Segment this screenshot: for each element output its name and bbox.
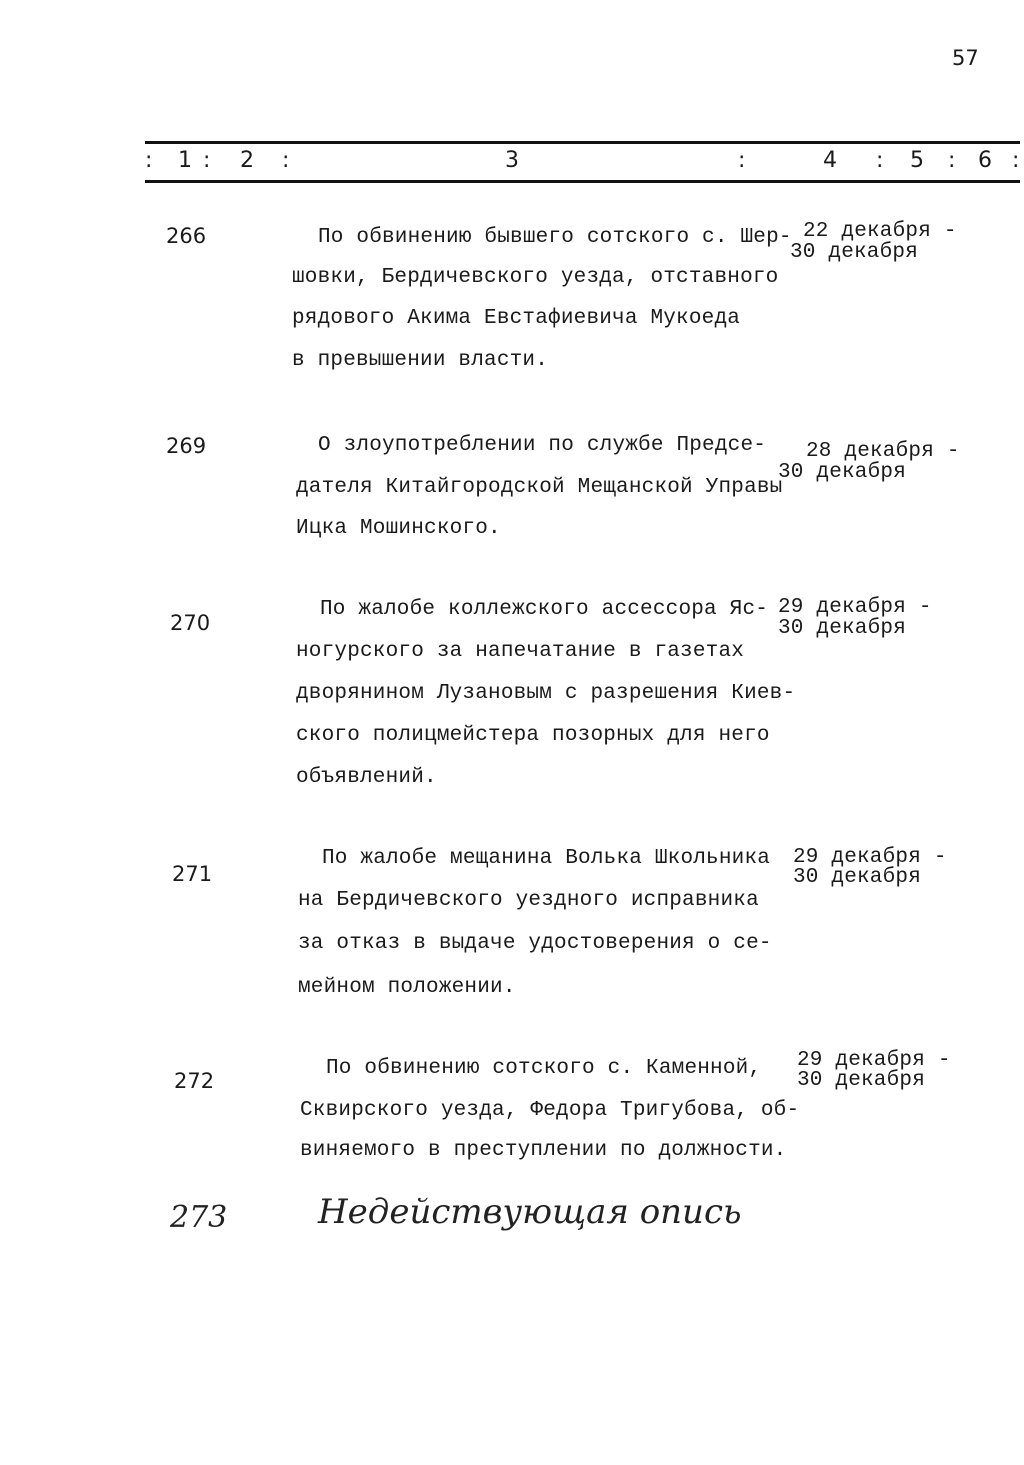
handwritten-entry-text: Недействующая опись — [318, 1192, 742, 1232]
entry-number: 266 — [166, 224, 207, 248]
entry-text-line: По обвинению сотского с. Каменной, — [326, 1057, 762, 1080]
entry-text-line: О злоупотреблении по службе Предсе- — [318, 434, 767, 457]
date-from: 28 декабря - — [806, 440, 960, 463]
header-top-rule — [145, 141, 1020, 144]
header-bottom-rule — [145, 180, 1020, 183]
column-separator: : — [282, 148, 290, 173]
column-separator: : — [203, 148, 211, 173]
entry-text-line: По обвинению бывшего сотского с. Шер- — [318, 226, 792, 249]
entry-text-line: Ицка Мошинского. — [296, 517, 501, 540]
date-to: 30 декабря — [778, 461, 907, 484]
entry-text-line: По жалобе мещанина Волька Школьника — [322, 847, 771, 870]
column-header-2: 2 — [240, 148, 254, 173]
entry-text-line: ского полицмейстера позорных для него — [296, 724, 770, 747]
column-separator: : — [876, 148, 884, 173]
entry-text-line: объявлений. — [296, 766, 437, 789]
column-header-5: 5 — [910, 148, 924, 173]
column-separator: : — [1012, 148, 1020, 173]
entry-text-line: в превышении власти. — [292, 349, 549, 372]
handwritten-entry-number: 273 — [170, 1200, 228, 1235]
entry-text-line: рядового Акима Евстафиевича Мукоеда — [292, 307, 741, 330]
date-to: 30 декабря — [793, 866, 922, 889]
column-header-1: 1 — [178, 148, 192, 173]
date-from: 22 декабря - — [803, 220, 957, 243]
date-to: 30 декабря — [778, 617, 907, 640]
entry-text-line: дворянином Лузановым с разрешения Киев- — [296, 682, 796, 705]
entry-text-line: виняемого в преступлении по должности. — [300, 1139, 787, 1162]
entry-text-line: По жалобе коллежского ассессора Яс- — [320, 598, 769, 621]
column-separator: : — [738, 148, 746, 173]
entry-text-line: ногурского за напечатание в газетах — [296, 640, 745, 663]
date-from: 29 декабря - — [797, 1049, 951, 1072]
entry-text-line: мейном положении. — [298, 976, 516, 999]
column-header-4: 4 — [823, 148, 837, 173]
entry-text-line: Сквирского уезда, Федора Тригубова, об- — [300, 1099, 800, 1122]
entry-text-line: дателя Китайгородской Мещанской Управы — [296, 476, 783, 499]
entry-text-line: за отказ в выдаче удостоверения о се- — [298, 932, 772, 955]
entry-number: 272 — [174, 1069, 215, 1093]
column-header-6: 6 — [978, 148, 992, 173]
date-from: 29 декабря - — [778, 596, 932, 619]
entry-text-line: на Бердичевского уездного исправника — [298, 889, 759, 912]
date-from: 29 декабря - — [793, 846, 947, 869]
column-separator: : — [145, 148, 153, 173]
entry-number: 271 — [172, 862, 213, 886]
page-number: 57 — [952, 46, 979, 70]
column-header-3: 3 — [505, 148, 519, 173]
entry-text-line: шовки, Бердичевского уезда, отставного — [292, 266, 779, 289]
entry-number: 270 — [170, 611, 211, 635]
date-to: 30 декабря — [790, 241, 919, 264]
column-separator: : — [948, 148, 956, 173]
date-to: 30 декабря — [797, 1069, 926, 1092]
entry-number: 269 — [166, 434, 207, 458]
